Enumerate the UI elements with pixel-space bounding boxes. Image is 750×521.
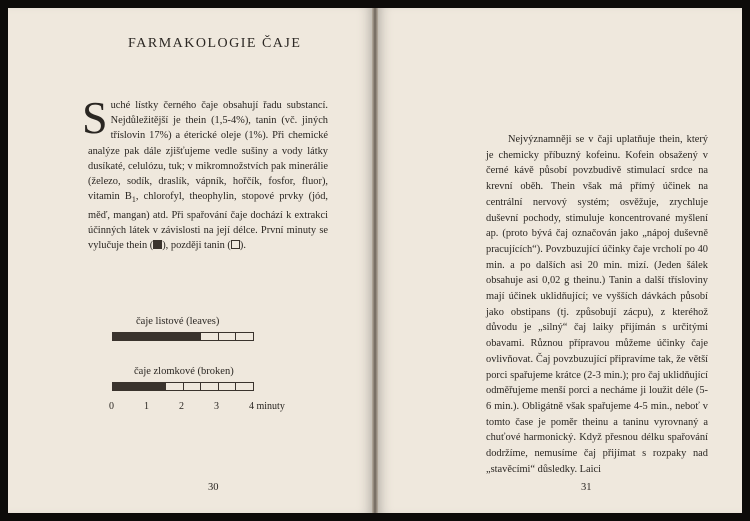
left-body-text bbox=[82, 92, 328, 253]
series-label-leaves: čaje listové (leaves) bbox=[136, 316, 220, 327]
bar-segment-tanin bbox=[184, 383, 202, 390]
page-number-left: 30 bbox=[208, 482, 219, 493]
body-part-1: uché lístky černého čaje obsahují řadu substancí. Nejdůležitější je thein (1,5-4%), tanin (vč. jiných tříslovin 17%) a éterické oleje (1%). Při chemické analýze pak dále zjišťujeme vedle sušiny a vody látky dusíkaté, celulózu, tuk; v mikromnožstvích pak minerálie (železo, sodík, draslík, vápník, hořčík, fosfor, fluor), vitamin B bbox=[88, 100, 328, 203]
bar-segment-tanin bbox=[236, 383, 253, 390]
body-part-4: ). bbox=[239, 239, 246, 251]
bar-segment-tanin bbox=[219, 383, 237, 390]
bar-segment-thein bbox=[131, 333, 149, 340]
vitamin-subscript: 1 bbox=[131, 195, 136, 205]
chapter-title: FARMAKOLOGIE ČAJE bbox=[128, 36, 302, 51]
bar-segment-thein bbox=[148, 383, 166, 390]
bar-segment-tanin bbox=[236, 333, 253, 340]
x-tick-label: 0 bbox=[109, 401, 114, 412]
bar-segment-tanin bbox=[166, 383, 184, 390]
x-tick-label: 3 bbox=[214, 401, 219, 412]
bar-segment-thein bbox=[113, 333, 131, 340]
x-tick-label: 4 minuty bbox=[249, 401, 285, 412]
bar-segment-thein bbox=[113, 383, 131, 390]
bar-segment-thein bbox=[184, 333, 202, 340]
empty-square-icon bbox=[231, 240, 240, 249]
bar-segment-tanin bbox=[201, 383, 219, 390]
right-page bbox=[378, 8, 742, 513]
page-number-right: 31 bbox=[581, 482, 592, 493]
left-page bbox=[8, 8, 372, 513]
bar-segment-thein bbox=[131, 383, 149, 390]
x-tick-label: 2 bbox=[179, 401, 184, 412]
bar-segment-thein bbox=[148, 333, 166, 340]
series-label-broken: čaje zlomkové (broken) bbox=[134, 366, 234, 377]
x-axis-ticks bbox=[108, 401, 298, 415]
bar-segment-tanin bbox=[201, 333, 219, 340]
bar-broken bbox=[112, 382, 254, 391]
drop-cap: S bbox=[82, 92, 108, 143]
bar-segment-thein bbox=[166, 333, 184, 340]
body-part-3: ), později tanin ( bbox=[162, 239, 231, 251]
bar-segment-tanin bbox=[219, 333, 237, 340]
body-part-2: , chlorofyl, theophylin, stopové prvky (jód, měď, mangan) atd. Při spařování čaje dochází k extrakci účinných látek v závislosti na její délce. První minuty se vylučuje thein ( bbox=[88, 191, 328, 251]
filled-square-icon bbox=[153, 240, 162, 249]
right-body-text: Nejvýznamněji se v čaji uplatňuje thein, který je chemicky příbuzný kofeinu. Kofein obsažený v černé kávě působí povzbudivě stimulací srdce na krevní oběh. Thein však má přímý účinek na centrální nervový systém; osvěžuje, zrychluje duševní pochody, stimuluje koncentrované myšlení ap. (proto bývá čaj označován jako „nápoj duševně pracujících“). Povzbuzující účinky čaje vrcholí po 40 min. a po dalších asi 20 min. mizí. (Jeden šálek obsahuje asi 0,02 g theinu.) Tanin a další třísloviny mají účinek uklidňující; ve vyšších dávkách působí jako obstipans (tj. způsobují zácpu), z kteréhož důvodu je „silný“ čaj laiky přijímán s určitými obavami. Různou přípravou můžeme účinky čaje ovlivňovat. Čaj povzbuzující připravíme tak, že větší porci spařujeme krátce (2-3 min.); pro čaj uklidňující odměřujeme menší porci a necháme ji loužit déle (5-6 min.). Obligátně však spařujeme 4-5 min., neboť v tomto čase je poměr theinu a taninu vyrovnaný a chuťové harmonický. Když přesnou délku spařování dodržíme, nemusíme čaj přijímat s rozpaky nad „stavěcími“ důsledky. Laici bbox=[486, 134, 708, 475]
bar-leaves bbox=[112, 332, 254, 341]
x-tick-label: 1 bbox=[144, 401, 149, 412]
